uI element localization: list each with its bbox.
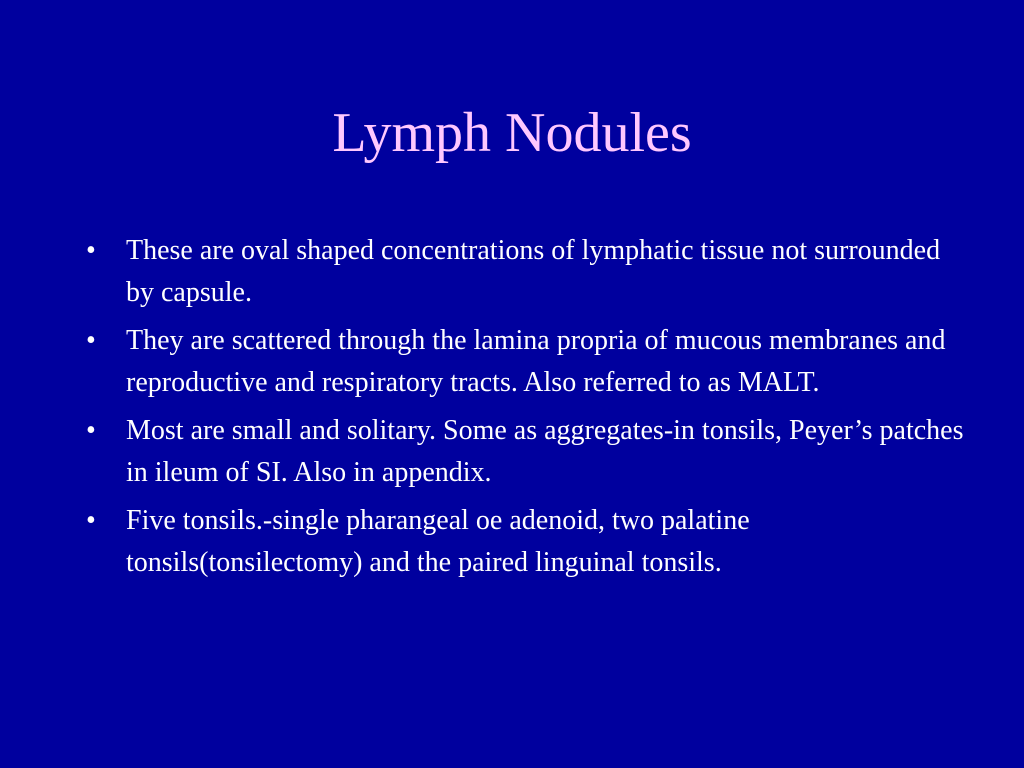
bullet-icon: • bbox=[86, 415, 96, 446]
bullet-item bbox=[86, 320, 966, 404]
bullet-icon: • bbox=[86, 505, 96, 536]
bullet-icon: • bbox=[86, 325, 96, 356]
bullet-item bbox=[86, 500, 966, 584]
bullet-text: These are oval shaped concentrations of lymphatic tissue not surrounded by capsule. bbox=[126, 235, 941, 308]
bullet-icon: • bbox=[86, 235, 96, 266]
bullet-text: Most are small and solitary. Some as aggregates-in tonsils, Peyer’s patches in ileum of SI. Also in appendix. bbox=[126, 415, 964, 488]
bullet-list bbox=[86, 230, 966, 590]
slide-title: Lymph Nodules bbox=[332, 102, 692, 164]
bullet-item bbox=[86, 230, 966, 314]
bullet-text: They are scattered through the lamina propria of mucous membranes and reproductive and respiratory tracts. Also referred to as MALT. bbox=[126, 325, 946, 398]
bullet-text: Five tonsils.-single pharangeal oe adenoid, two palatine tonsils(tonsilectomy) and the paired linguinal tonsils. bbox=[126, 505, 750, 578]
bullet-item bbox=[86, 410, 966, 494]
